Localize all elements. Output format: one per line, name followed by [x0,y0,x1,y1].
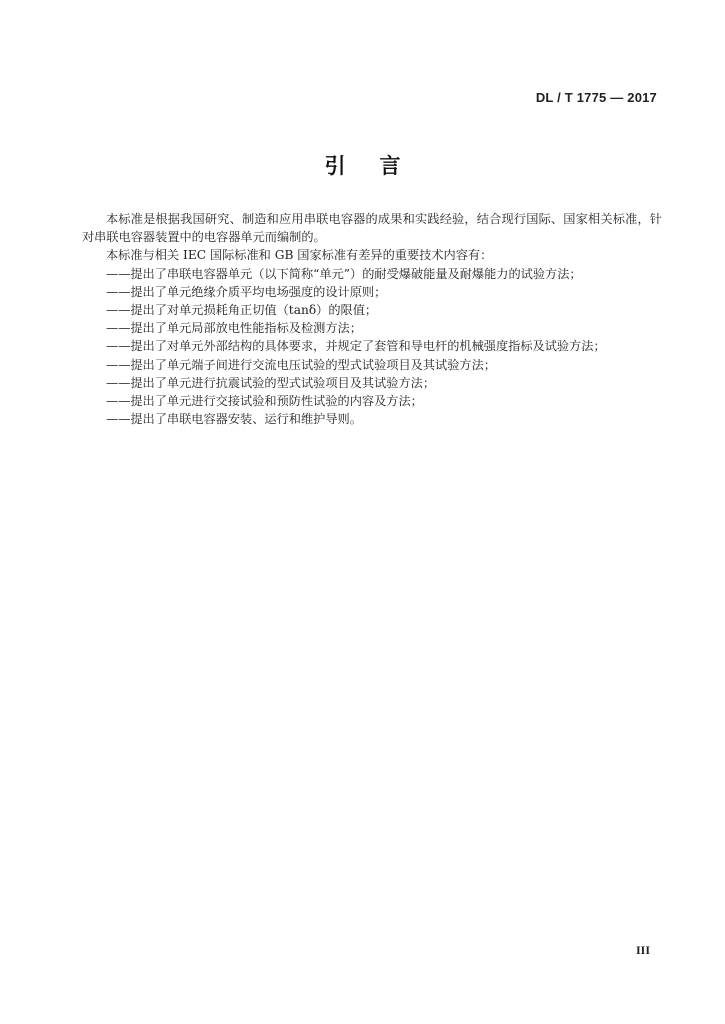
list-item: ——提出了串联电容器单元（以下简称“单元”）的耐受爆破能量及耐爆能力的试验方法； [106,266,582,281]
list-item: ——提出了单元绝缘介质平均电场强度的设计原则； [106,284,387,299]
list-item: ——提出了对单元损耗角正切值（tanδ）的限值； [106,303,378,318]
list-item: ——提出了单元局部放电性能指标及检测方法； [106,321,362,336]
section-title: 引言 [324,154,435,178]
list-item: ——提出了单元端子间进行交流电压试验的型式试验项目及其试验方法； [106,357,496,372]
page-number: III [635,943,650,957]
list-item: ——提出了单元进行交接试验和预防性试验的内容及方法； [106,394,423,409]
differences-intro: 本标准与相关 IEC 国际标准和 GB 国家标准有差异的重要技术内容有： [106,248,493,263]
list-item: ——提出了串联电容器安装、运行和维护导则。 [106,412,362,427]
differences-list [82,265,662,429]
list-item: ——提出了对单元外部结构的具体要求，并规定了套管和导电杆的机械强度指标及试验方法； [106,339,606,354]
standard-number: DL / T 1775 — 2017 [535,90,657,105]
body-text [82,210,662,428]
list-item: ——提出了单元进行抗震试验的型式试验项目及其试验方法； [106,375,436,390]
intro-paragraph: 本标准是根据我国研究、制造和应用串联电容器的成果和实践经验，结合现行国际、国家相关标准，针对串联电容器装置中的电容器单元而编制的。 [82,212,662,245]
